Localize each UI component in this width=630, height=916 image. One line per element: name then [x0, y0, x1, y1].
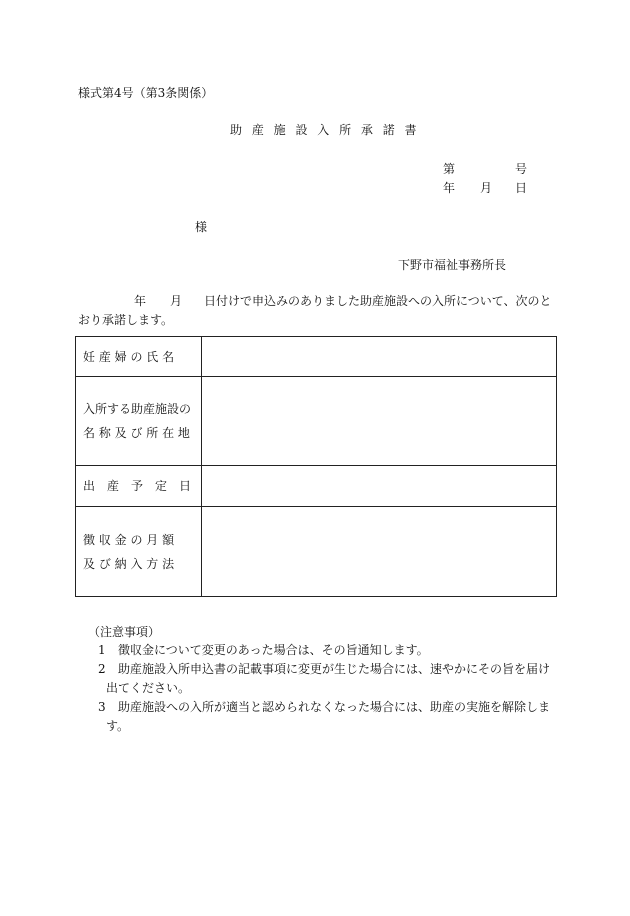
doc-number-prefix: 第 [443, 162, 456, 176]
doc-date-day: 日 [515, 181, 528, 195]
value-facility[interactable] [202, 377, 557, 466]
note-item: 3 助産施設への入所が適当と認められなくなった場合には、助産の実施を解除しま す。 [98, 700, 551, 733]
body-text-line2: おり承諾します。 [78, 313, 174, 327]
details-table [75, 336, 557, 597]
body-text-line1: 日付けで申込みのありました助産施設への入所について、次のと [204, 294, 552, 308]
label-fee: 徴 収 金 の 月 額 及 び 納 入 方 法 [76, 507, 202, 597]
addressee-suffix: 様 [195, 220, 208, 234]
table-row-mother-name [76, 337, 557, 377]
table-row-fee [76, 507, 557, 597]
page-title: 助 産 施 設 入 所 承 諾 書 [230, 123, 420, 137]
body-year: 年 [134, 294, 147, 308]
notes-heading: （注意事項） [88, 625, 161, 639]
doc-date-month: 月 [480, 181, 493, 195]
note-item: 1 徴収金について変更のあった場合は、その旨通知します。 [98, 643, 429, 657]
label-mother-name: 妊 産 婦 の 氏 名 [76, 337, 202, 377]
doc-date-year: 年 [443, 181, 456, 195]
value-due-date[interactable] [202, 466, 557, 507]
label-due-date: 出 産 予 定 日 [76, 466, 202, 507]
form-number: 様式第4号（第3条関係） [78, 86, 214, 100]
value-mother-name[interactable] [202, 337, 557, 377]
issuer: 下野市福祉事務所長 [398, 258, 507, 272]
body-month: 月 [170, 294, 183, 308]
doc-number-suffix: 号 [515, 162, 528, 176]
value-fee[interactable] [202, 507, 557, 597]
body-paragraph [78, 292, 558, 330]
table-row-facility [76, 377, 557, 466]
table-row-due-date [76, 466, 557, 507]
note-item: 2 助産施設入所申込書の記載事項に変更が生じた場合には、速やかにその旨を届け 出てください。 [98, 662, 551, 695]
label-facility: 入所する助産施設の 名 称 及 び 所 在 地 [76, 377, 202, 466]
